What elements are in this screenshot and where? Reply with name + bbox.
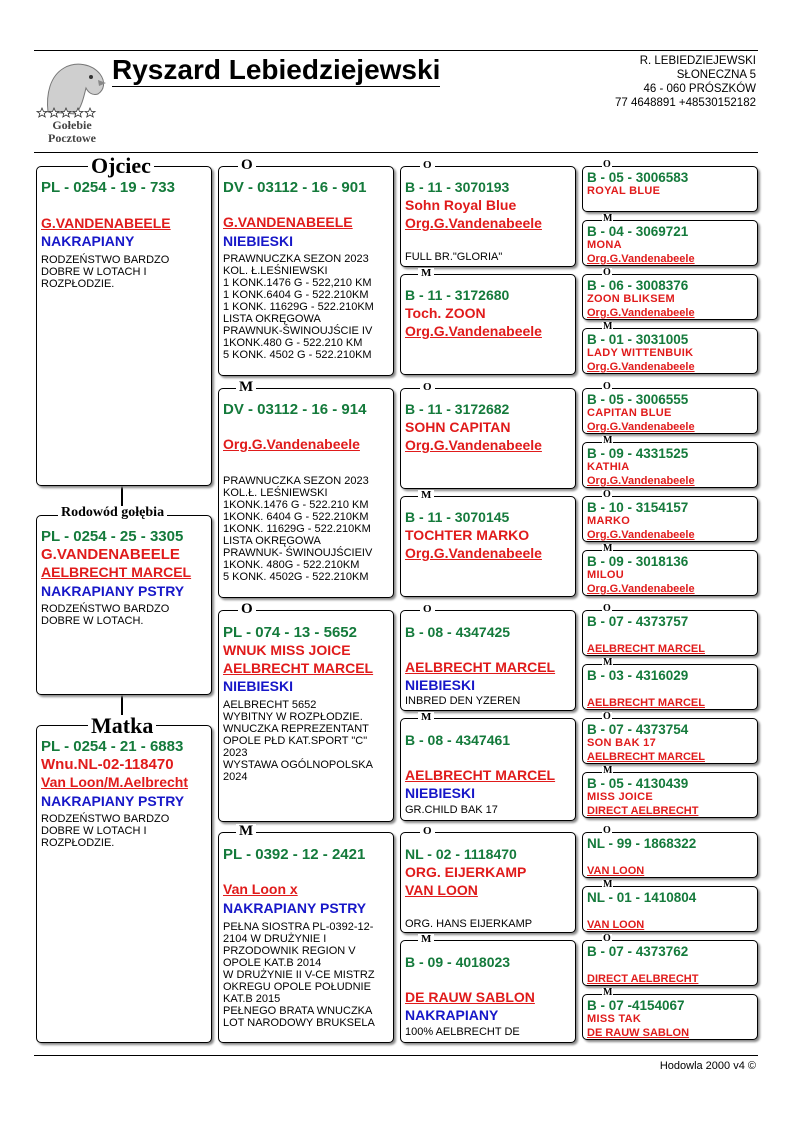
subject-notes: RODZEŃSTWO BARDZO DOBRE W LOTACH.	[41, 603, 170, 627]
sex-label: O	[420, 160, 435, 171]
grandparent-ring: PL - 0392 - 12 - 2421	[223, 846, 366, 863]
ancestor-name: ROYAL BLUE	[587, 185, 661, 197]
ggp-note: INBRED DEN YZEREN	[405, 695, 521, 707]
ancestor-breeder: Org.G.Vandenabeele	[587, 361, 695, 373]
ancestor-name: CAPITAN BLUE	[587, 407, 672, 419]
mother-name: Wnu.NL-02-118470	[41, 756, 174, 773]
sex-label: O	[603, 711, 611, 722]
father-color: NAKRAPIANY	[41, 233, 135, 249]
grandparent-ring: DV - 03112 - 16 - 901	[223, 179, 367, 196]
ancestor-card[interactable]	[582, 772, 758, 818]
address-line: 77 4648891 +48530152182	[614, 97, 756, 109]
ancestor-breeder: Org.G.Vandenabeele	[587, 529, 695, 541]
ggp-breeder: VAN LOON	[405, 882, 478, 898]
grandparent-ring: PL - 074 - 13 - 5652	[223, 624, 357, 641]
ancestor-breeder: Org.G.Vandenabeele	[587, 421, 695, 433]
great-grandparent-card[interactable]	[400, 832, 576, 933]
sex-label: O	[603, 381, 611, 392]
ancestor-breeder: VAN LOON	[587, 865, 645, 877]
ancestor-card[interactable]	[582, 994, 758, 1040]
great-grandparent-card[interactable]	[400, 496, 576, 597]
ancestor-card[interactable]	[582, 328, 758, 374]
ggp-name: TOCHTER MARKO	[405, 527, 530, 543]
sex-label: M	[603, 435, 613, 446]
sex-label: O	[603, 933, 611, 944]
ancestor-card[interactable]	[582, 274, 758, 320]
sex-label: O	[420, 382, 435, 393]
subject-color: NAKRAPIANY PSTRY	[41, 583, 185, 599]
ggp-note: GR.CHILD BAK 17	[405, 804, 498, 816]
ancestor-ring: B - 01 - 3031005	[587, 332, 689, 347]
ancestor-breeder: DIRECT AELBRECHT	[587, 805, 699, 817]
mother-card[interactable]	[36, 725, 212, 1043]
address-line: 46 - 060 PRÓSZKÓW	[643, 83, 756, 95]
ancestor-card[interactable]	[582, 496, 758, 542]
ggp-breeder: Org.G.Vandenabeele	[405, 215, 542, 231]
ancestor-name: MISS TAK	[587, 1013, 642, 1025]
ancestor-ring: B - 06 - 3008376	[587, 278, 689, 293]
ancestor-breeder: AELBRECHT MARCEL	[587, 643, 705, 655]
ancestor-card[interactable]	[582, 442, 758, 488]
ggp-ring: B - 08 - 4347425	[405, 624, 511, 640]
ggp-ring: B - 09 - 4018023	[405, 954, 511, 970]
ancestor-ring: B - 03 - 4316029	[587, 668, 689, 683]
great-grandparent-card[interactable]	[400, 388, 576, 489]
ancestor-ring: B - 05 - 3006555	[587, 392, 689, 407]
ggp-name: Toch. ZOON	[405, 305, 486, 321]
pedigree-label: Rodowód gołębia	[58, 506, 167, 520]
ancestor-name: MISS JOICE	[587, 791, 653, 803]
ggp-breeder: DE RAUW SABLON	[405, 989, 535, 1005]
ancestor-card[interactable]	[582, 220, 758, 266]
pigeon-logo	[36, 56, 108, 146]
ancestor-breeder: Org.G.Vandenabeele	[587, 253, 695, 265]
father-breeder: G.VANDENABEELE	[41, 215, 171, 231]
father-ring: PL - 0254 - 19 - 733	[41, 179, 175, 196]
subject-owner: AELBRECHT MARCEL	[41, 564, 192, 580]
ancestor-card[interactable]	[582, 664, 758, 710]
ancestor-ring: B - 04 - 3069721	[587, 224, 689, 239]
ancestor-name: SON BAK 17	[587, 737, 657, 749]
grandparent-breeder: Van Loon x	[223, 881, 298, 897]
ancestor-card[interactable]	[582, 886, 758, 932]
ggp-note: ORG. HANS EIJERKAMP	[405, 918, 533, 930]
ggp-breeder: AELBRECHT MARCEL	[405, 659, 556, 675]
ggp-breeder: Org.G.Vandenabeele	[405, 545, 542, 561]
ancestor-card[interactable]	[582, 718, 758, 764]
mother-ring: PL - 0254 - 21 - 6883	[41, 738, 184, 755]
sex-label: M	[418, 268, 434, 279]
ancestor-ring: B - 07 -4154067	[587, 998, 685, 1013]
ancestor-name: MONA	[587, 239, 622, 251]
ancestor-breeder: DIRECT AELBRECHT	[587, 973, 699, 985]
grandparent-notes: PRAWNUCZKA SEZON 2023 KOL.Ł. LEŚNIEWSKI 1KONK.1476 G - 522.210 KM 1KONK. 6404 G - 522.210KM 1KONK. 11629G - 522.210KM LISTA OKRĘGOWA PRAWNUK- ŚWINOUJŚCIEIV 1KONK. 480G - 522.210KM 5 KONK. 4502G - 522.210KM	[223, 475, 373, 583]
ancestor-breeder: Org.G.Vandenabeele	[587, 307, 695, 319]
sex-label: O	[420, 826, 435, 837]
ancestor-breeder: AELBRECHT MARCEL	[587, 751, 705, 763]
grandparent-card[interactable]	[218, 388, 394, 598]
ggp-note: FULL BR."GLORIA"	[405, 251, 503, 263]
mother-label: Matka	[88, 715, 156, 737]
ggp-breeder: Org.G.Vandenabeele	[405, 437, 542, 453]
subject-breeder: G.VANDENABEELE	[41, 546, 180, 563]
grandparent-notes: AELBRECHT 5652 WYBITNY W ROZPŁODZIE. WNUCZKA REPREZENTANT OPOLE PŁD KAT.SPORT "C" 2023 WYSTAWA OGÓLNOPOLSKA 2024	[223, 699, 373, 783]
logo-text-2: Pocztowe	[48, 131, 96, 145]
sex-label: M	[603, 987, 613, 998]
ancestor-ring: NL - 99 - 1868322	[587, 836, 697, 851]
ggp-note: 100% AELBRECHT DE	[405, 1026, 520, 1038]
ancestor-name: KATHIA	[587, 461, 630, 473]
ancestor-name: MARKO	[587, 515, 631, 527]
sex-label: O	[603, 825, 611, 836]
ancestor-ring: B - 07 - 4373762	[587, 944, 689, 959]
mother-notes: RODZEŃSTWO BARDZO DOBRE W LOTACH I ROZPŁODZIE.	[41, 813, 170, 849]
sex-label: O	[238, 158, 256, 173]
grandparent-color: NIEBIESKI	[223, 233, 294, 249]
ggp-breeder: Org.G.Vandenabeele	[405, 323, 542, 339]
great-grandparent-card[interactable]	[400, 166, 576, 267]
ancestor-name: ZOON BLIKSEM	[587, 293, 675, 305]
grandparent-ring: DV - 03112 - 16 - 914	[223, 401, 367, 418]
great-grandparent-card[interactable]	[400, 718, 576, 821]
footer-rule	[34, 1055, 758, 1056]
ancestor-ring: B - 05 - 4130439	[587, 776, 689, 791]
sex-label: M	[603, 765, 613, 776]
sex-label: O	[603, 267, 611, 278]
ancestor-breeder: DE RAUW SABLON	[587, 1027, 690, 1039]
sex-label: M	[603, 213, 613, 224]
ancestor-card[interactable]	[582, 550, 758, 596]
grandparent-card[interactable]	[218, 166, 394, 376]
ggp-name: Sohn Royal Blue	[405, 197, 517, 213]
grandparent-notes: PRAWNUCZKA SEZON 2023 KOL. Ł.LEŚNIEWSKI 1 KONK.1476 G - 522,210 KM 1 KONK.6404 G - 522.210KM 1 KONK. 11629G - 522.210KM LISTA OKRĘGOWA PRAWNUK-ŚWINOUJŚCIE IV 1KONK.480 G - 522.210 KM 5 KONK. 4502 G - 522.210KM	[223, 253, 374, 361]
great-grandparent-card[interactable]	[400, 274, 576, 375]
ancestor-ring: B - 05 - 3006583	[587, 170, 689, 185]
sex-label: M	[418, 490, 434, 501]
ancestor-name: LADY WITTENBUIK	[587, 347, 694, 359]
owner-address	[615, 54, 756, 110]
sex-label: O	[603, 489, 611, 500]
address-line: R. LEBIEDZIEJEWSKI	[639, 55, 756, 67]
sex-label: O	[603, 159, 611, 170]
subject-ring: PL - 0254 - 25 - 3305	[41, 528, 184, 545]
ancestor-breeder: Org.G.Vandenabeele	[587, 475, 695, 487]
sex-label: M	[418, 934, 434, 945]
sex-label: M	[603, 321, 613, 332]
sex-label: O	[238, 602, 256, 617]
ancestor-card[interactable]	[582, 832, 758, 878]
footer-credit: Hodowla 2000 v4 ©	[659, 1060, 756, 1072]
ancestor-ring: B - 07 - 4373754	[587, 722, 689, 737]
grandparent-breeder: G.VANDENABEELE	[223, 214, 353, 230]
ggp-color: NAKRAPIANY	[405, 1007, 499, 1023]
ancestor-ring: B - 10 - 3154157	[587, 500, 689, 515]
ggp-ring: B - 08 - 4347461	[405, 732, 511, 748]
great-grandparent-card[interactable]	[400, 940, 576, 1043]
ggp-color: NIEBIESKI	[405, 677, 476, 693]
ancestor-ring: B - 07 - 4373757	[587, 614, 689, 629]
sex-label: M	[236, 824, 256, 839]
mother-breeder: Van Loon/M.Aelbrecht	[41, 774, 189, 790]
ancestor-ring: NL - 01 - 1410804	[587, 890, 697, 905]
ggp-breeder: AELBRECHT MARCEL	[405, 767, 556, 783]
mother-color: NAKRAPIANY PSTRY	[41, 793, 185, 809]
ancestor-card[interactable]	[582, 166, 758, 212]
sex-label: O	[420, 604, 435, 615]
ggp-name: ORG. EIJERKAMP	[405, 864, 527, 880]
ancestor-breeder: Org.G.Vandenabeele	[587, 583, 695, 595]
top-rule	[34, 50, 758, 51]
logo-text-1: Gołebie	[52, 118, 92, 132]
sex-label: M	[603, 879, 613, 890]
ggp-color: NIEBIESKI	[405, 785, 476, 801]
ggp-ring: B - 11 - 3070145	[405, 509, 510, 525]
ancestor-breeder: AELBRECHT MARCEL	[587, 697, 705, 709]
ancestor-card[interactable]	[582, 940, 758, 986]
subject-card[interactable]	[36, 515, 212, 695]
grandparent-card[interactable]	[218, 610, 394, 822]
ggp-ring: B - 11 - 3070193	[405, 179, 510, 195]
ancestor-name: MILOU	[587, 569, 624, 581]
great-grandparent-card[interactable]	[400, 610, 576, 711]
grandparent-card[interactable]	[218, 832, 394, 1043]
ggp-name: SOHN CAPITAN	[405, 419, 511, 435]
sex-label: O	[603, 603, 611, 614]
grandparent-breeder: AELBRECHT MARCEL	[223, 660, 374, 676]
grandparent-color: NIEBIESKI	[223, 678, 294, 694]
father-label: Ojciec	[88, 155, 154, 177]
ancestor-ring: B - 09 - 4331525	[587, 446, 689, 461]
ancestor-card[interactable]	[582, 388, 758, 434]
grandparent-breeder: Org.G.Vandenabeele	[223, 436, 360, 452]
ggp-ring: NL - 02 - 1118470	[405, 846, 517, 862]
ggp-ring: B - 11 - 3172680	[405, 287, 510, 303]
sex-label: M	[603, 543, 613, 554]
ancestor-breeder: VAN LOON	[587, 919, 645, 931]
sex-label: M	[418, 712, 434, 723]
grandparent-notes: PEŁNA SIOSTRA PL-0392-12- 2104 W DRUŻYNIE I PRZODOWNIK REGION V OPOLE KAT.B 2014 W DRUŻYNIE II V-CE MISTRZ OKREGU OPOLE POŁUDNIE KAT.B 2015 PEŁNEGO BRATA WNUCZKA LOT NARODOWY BRUKSELA	[223, 921, 375, 1029]
sex-label: M	[236, 380, 256, 395]
owner-name: Ryszard Lebiedziejewski	[112, 54, 441, 85]
grandparent-name: WNUK MISS JOICE	[223, 642, 351, 658]
grandparent-color: NAKRAPIANY PSTRY	[223, 900, 367, 916]
father-notes: RODZEŃSTWO BARDZO DOBRE W LOTACH I ROZPŁODZIE.	[41, 254, 170, 290]
address-line: SŁONECZNA 5	[676, 69, 756, 81]
sex-label: M	[603, 657, 613, 668]
ancestor-card[interactable]	[582, 610, 758, 656]
pigeon-icon	[36, 56, 108, 118]
ancestor-ring: B - 09 - 3018136	[587, 554, 689, 569]
father-card[interactable]	[36, 166, 212, 486]
ggp-ring: B - 11 - 3172682	[405, 401, 510, 417]
